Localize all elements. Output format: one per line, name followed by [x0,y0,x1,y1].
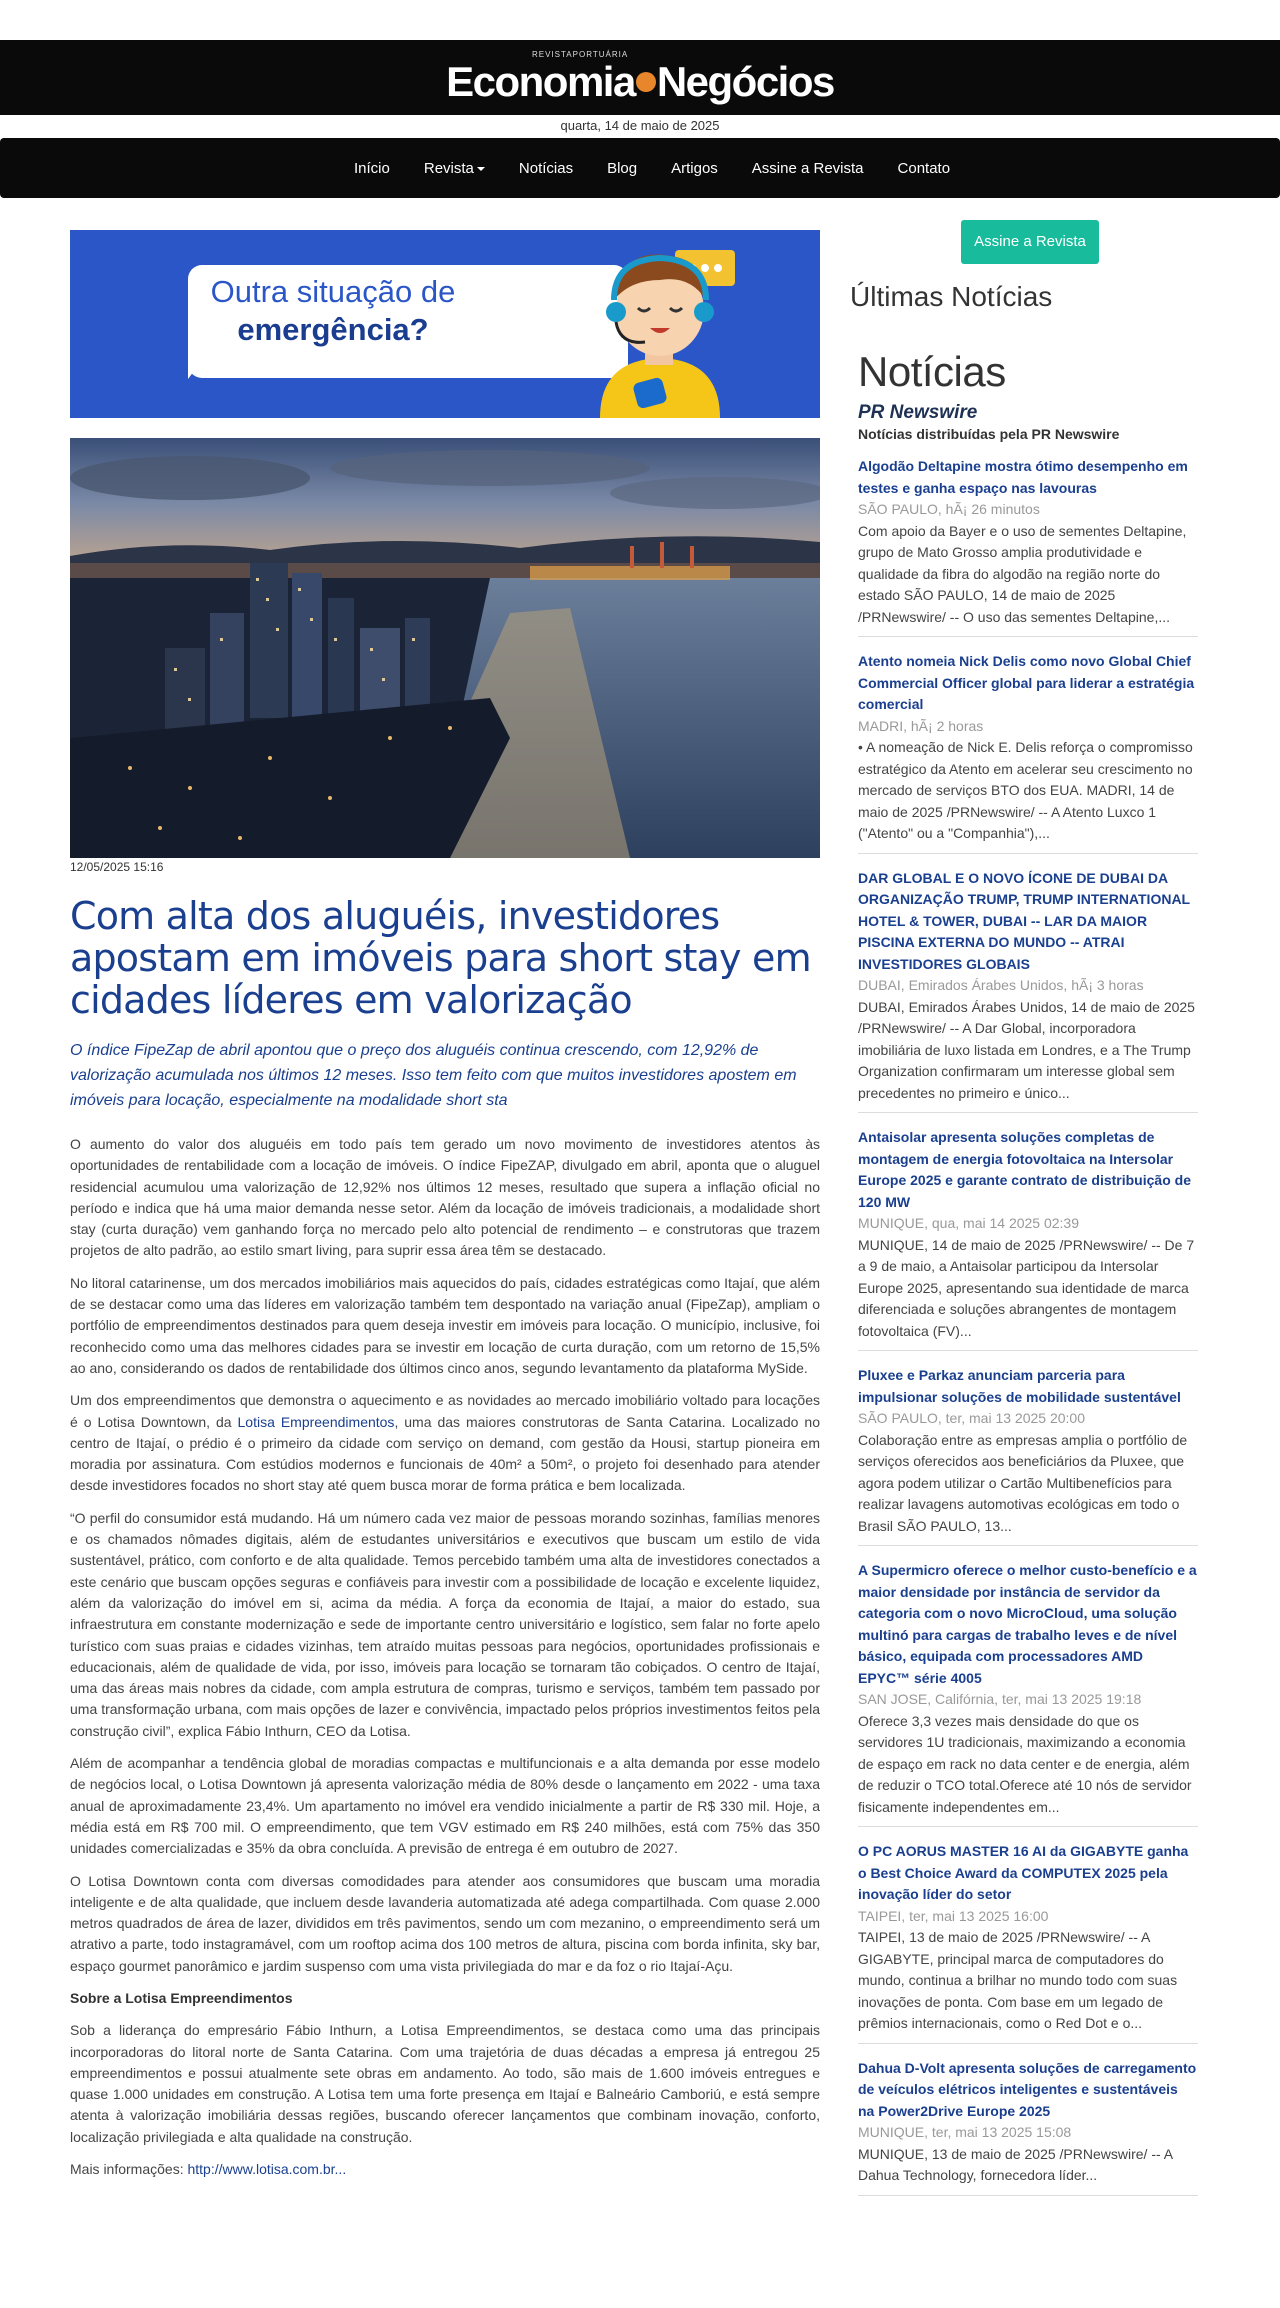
news-item-title[interactable]: Algodão Deltapine mostra ótimo desempenho em testes e ganha espaço nas lavouras [858,458,1188,496]
paragraph-text: , uma das maiores construtoras de Santa Catarina. Localizado no centro de Itajaí, o prédio é o primeiro da cidade com serviço on demand, com gestão da Housi, startup pioneira em moradia por assinatura. Com estúdios modernos e funcionais de 40m² a 50m², o projeto foi desenhado para atender desde investidores focados no short stay até quem busca morar de forma prática e bem localizada. [70,1413,820,1494]
news-item [858,651,1198,854]
support-agent-illustration [520,230,820,418]
article-paragraph [70,1390,820,1496]
more-info-label: Mais informações: [70,2161,188,2178]
article-subtitle: O índice FipeZap de abril apontou que o preço dos aluguéis continua crescendo, com 12,92% de valorização acumulada nos últimos 12 meses. Isso tem feito com que muitos investidores apostem em imóveis para locação, especialmente na modalidade short sta [70,1042,797,1109]
article-paragraph: “O perfil do consumidor está mudando. Há um número cada vez maior de pessoas morando sozinhas, famílias menores e os chamados nômades digitais, além de estudantes universitários e executivos que buscam um estilo de vida sustentável, prático, com conforto e de alta qualidade. Temos percebido também uma alta de investidores conectados a este cenário que buscam opções seguras e confiáveis para investir com a possibilidade de locação e excelente liquidez, além da valorização do imóvel em si, acima da média. A força da economia de Itajaí, a maior do estado, sua infraestrutura em constante modernização e sede de importante centro universitário e logístico, sem falar no forte apelo turístico com suas praias e cidades vizinhas, tem atraído muitas pessoas para negócios, oportunidades profissionais e educacionais, além de qualidade de vida, por isso, imóveis para locação se tornaram tão cobiçados. O centro de Itajaí, uma das áreas mais nobres da cidade, com ampla estrutura de compras, turismo e serviços, também tem passado por uma transformação urbana, com mais opções de lazer e convivência, impactado pelos próprios investimentos feitos pela construção civil”, explica Fábio Inthurn, CEO da Lotisa. [70,1509,820,1739]
logo-word-economia: Economia [446,58,635,105]
nav-assine[interactable]: Assine a Revista [751,159,864,177]
article-paragraph: Além de acompanhar a tendência global de moradias compactas e multifuncionais e a alta demanda por esse modelo de negócios local, o Lotisa Downtown já apresenta valorização média de 80% desde o lançamento em 2022 - uma taxa anual de aproximadamente 23,4%. Um apartamento no imóvel era vendido inicialmente a partir de R$ 330 mil. Hoje, a média está em R$ 700 mil. O empreendimento, que tem VGV estimado em R$ 240 milhões, está com 75% das 350 unidades comercializadas e 35% da obra concluída. A previsão de entrega é em outubro de 2027. [70,1755,820,1857]
news-item-title[interactable]: O PC AORUS MASTER 16 AI da GIGABYTE ganha o Best Choice Award da COMPUTEX 2025 pela inovação líder do setor [858,1843,1189,1902]
nav-contato[interactable]: Contato [897,159,951,177]
lotisa-link[interactable]: Lotisa Empreendimentos [237,1413,395,1430]
news-item-summary: Com apoio da Bayer e o uso de sementes Deltapine, grupo de Mato Grosso amplia produtividade e qualidade da fibra do algodão na região norte do estado SÃO PAULO, 14 de maio de 2025 /PRNewswire/ -- O uso das sementes Deltapine,... [858,522,1187,625]
news-item [858,1560,1198,1827]
news-item-title[interactable]: Atento nomeia Nick Delis como novo Global Chief Commercial Officer global para liderar a estratégia comercial [858,653,1195,712]
news-item-meta: MUNIQUE, qua, mai 14 2025 02:39 [858,1215,1080,1231]
logo-dot-icon [636,72,656,92]
news-item-title[interactable]: Dahua D-Volt apresenta soluções de carregamento de veículos elétricos inteligentes e sustentáveis na Power2Drive Europe 2025 [858,2059,1197,2119]
nav-revista[interactable] [424,160,485,177]
nav-revista-label: Revista [423,159,474,177]
pr-newswire-logo: PR Newswire [858,402,978,423]
news-item-title[interactable]: DAR GLOBAL E O NOVO ÍCONE DE DUBAI DA ORGANIZAÇÃO TRUMP, TRUMP INTERNATIONAL HOTEL & TOWER, DUBAI -- LAR DA MAIOR PISCINA EXTERNA DO MUNDO -- ATRAI INVESTIDORES GLOBAIS [858,869,1190,972]
article-paragraph: No litoral catarinense, um dos mercados imobiliários mais aquecidos do país, cidades estratégicas como Itajaí, que além de se destacar como uma das líderes em valorização também tem despontado na variação anual (FipeZap), ampliam o portfólio de empreendimentos destinados para quem deseja investir em imóveis para locação. O município, inclusive, foi reconhecido como uma das melhores cidades para se investir em locação de curta duração, com um retorno de 15,5% ao ano, considerando os dados de rentabilidade dos últimos cinco anos, segundo levantamento da plataforma MySide. [70,1274,820,1376]
news-item-summary: MUNIQUE, 13 de maio de 2025 /PRNewswire/ -- A Dahua Technology, fornecedora líder... [858,2145,1173,2183]
article-title: Com alta dos aluguéis, investidores apostam em imóveis para short stay em cidades líderes em valorização [70,894,811,1022]
paragraph-text: Um dos empreendimentos que demonstra o aquecimento e as novidades ao mercado imobiliário voltado para locações é o Lotisa Downtown, da [70,1392,820,1430]
photo-timestamp: 12/05/2025 15:16 [70,860,164,874]
news-item-summary: Colaboração entre as empresas amplia o portfólio de serviços oferecidos aos beneficiários da Pluxee, que agora podem utilizar o Cartão Multibenefícios para realizar lavagens automotivas ecológicas em todo o Brasil SÃO PAULO, 13... [858,1431,1188,1534]
news-item-summary: Oferece 3,3 vezes mais densidade do que os servidores 1U tradicionais, maximizando a economia de espaço em rack no data center e de energia, além de reduzir o TCO total.Oferece até 10 nós de servidor fisicamente independentes em... [858,1712,1192,1815]
news-item-title[interactable]: Antaisolar apresenta soluções completas de montagem de energia fotovoltaica na Intersolar Europe 2025 e garante contrato de distribuição de 120 MW [858,1129,1191,1210]
news-item-summary: TAIPEI, 13 de maio de 2025 /PRNewswire/ -- A GIGABYTE, principal marca de computadores do mundo, continua a brilhar no mundo todo com suas inovações de ponta. Com base em um legado de prêmios internacionais, como o Red Dot e o... [858,1929,1178,2031]
logo-word-negocios: Negócios [656,58,834,105]
nav-inicio[interactable]: Início [354,159,390,177]
banner-line-1: Outra situação de [210,274,456,309]
news-heading: Notícias [858,348,1006,395]
article-paragraph: O Lotisa Downtown conta com diversas comodidades para atender aos consumidores que buscam uma moradia inteligente e de alta qualidade, que incluem desde lavanderia automatizada até adega compartilhada. Com quase 2.000 metros quadrados de área de lazer, divididos em três pavimentos, sendo um com mezanino, o empreendimento será um atrativo a parte, todo instagramável, com um rooftop acima dos 100 metros de altura, piscina com borda infinita, sky bar, espaço gourmet panorâmico e jardim suspenso com uma vista privilegiada do mar e da foz o rio Itajaí-Açu. [70,1872,820,1974]
article-body [70,1134,820,2191]
nav-artigos[interactable]: Artigos [671,159,718,177]
news-item-meta: SAN JOSE, Califórnia, ter, mai 13 2025 19:18 [858,1691,1142,1707]
news-item [858,1127,1198,1351]
site-logo[interactable] [0,40,1280,115]
news-item-meta: MUNIQUE, ter, mai 13 2025 15:08 [858,2124,1072,2140]
latest-news-heading: Últimas Notícias [850,281,1053,312]
news-item [858,1365,1198,1546]
news-item-title[interactable]: A Supermicro oferece o melhor custo-benefício e a maior densidade por instância de servidor da categoria com o novo MicroCloud, uma solução multinó para cargas de trabalho leves e de nível básico, equipada com processadores AMD EPYC™ série 4005 [858,1562,1197,1686]
news-item-summary: • A nomeação de Nick E. Delis reforça o compromisso estratégico da Atento em acelerar seu crescimento no mercado de serviços BTO dos EUA. MADRI, 14 de maio de 2025 /PRNewswire/ -- A Atento Luxco 1 ("Atento" ou a "Companhia"),... [858,739,1193,841]
ad-banner[interactable] [70,230,820,418]
news-item [858,1841,1198,2044]
news-item-summary: DUBAI, Emirados Árabes Unidos, 14 de maio de 2025 /PRNewswire/ -- A Dar Global, incorporadora imobiliária de luxo listada em Londres, e a The Trump Organization confirmaram um interesse global sem precedentes no primeiro e único... [858,998,1195,1101]
nav-blog[interactable]: Blog [607,159,638,177]
subscribe-button[interactable]: Assine a Revista [961,220,1099,264]
news-item-summary: MUNIQUE, 14 de maio de 2025 /PRNewswire/ -- De 7 a 9 de maio, a Antaisolar participou da Intersolar Europe 2025, apresentando sua identidade de marca diferenciada e soluções abrangentes de montagem fotovoltaica (FV)... [858,1236,1195,1339]
news-item [858,2058,1198,2196]
main-nav [0,138,1280,198]
speech-bubble-tail [188,355,206,379]
news-item-meta: SÃO PAULO, ter, mai 13 2025 20:00 [858,1410,1085,1426]
news-item [858,456,1198,637]
more-info [70,2159,820,2180]
city-night-photo [70,438,820,858]
banner-line-2: emergência? [237,312,429,347]
news-item [858,868,1198,1114]
news-item-meta: SÃO PAULO, hÃ¡ 26 minutos [858,501,1040,517]
about-heading: Sobre a Lotisa Empreendimentos [70,1989,293,2006]
site-header [0,40,1280,115]
news-item-meta: TAIPEI, ter, mai 13 2025 16:00 [858,1907,1049,1924]
news-widget [858,348,1198,2308]
lotisa-website-link[interactable]: http://www.lotisa.com.br... [187,2161,347,2178]
news-item-meta: MADRI, hÃ¡ 2 horas [858,717,984,734]
logo-tagline: REVISTAPORTUÁRIA [532,50,629,59]
caret-down-icon [477,167,485,171]
article-paragraph: Sob a liderança do empresário Fábio Inthurn, a Lotisa Empreendimentos, se destaca como uma das principais incorporadoras do litoral norte de Santa Catarina. Com uma trajetória de duas décadas a empresa já entregou 25 empreendimentos e possui atualmente sete obras em andamento. Ao todo, são mais de 1.600 imóveis entregues e quase 1.000 unidades em construção. A Lotisa tem uma forte presença em Itajaí e Balneário Camboriú, e está sempre atenta à valorização imobiliária dessas regiões, buscando oferecer lançamentos que combinam inovação, conforto, localização privilegiada e alta qualidade na construção. [70,2022,820,2145]
article-paragraph: O aumento do valor dos aluguéis em todo país tem gerado um novo movimento de investidores atentos às oportunidades de rentabilidade com a locação de imóveis. O índice FipeZAP, divulgado em abril, aponta que o aluguel residencial acumulou uma valorização de 12,92% nos últimos 12 meses, resultado que supera a inflação oficial no período e indica que há uma maior demanda nesse setor. Além da locação de imóveis tradicionais, a modalidade short stay (curta duração) vem ganhando força no mercado pelo alto potencial de rendimento – e construtoras que trazem projetos de alto padrão, ao estilo smart living, para suprir essa área têm se destacado. [70,1136,820,1259]
current-date: quarta, 14 de maio de 2025 [560,118,720,133]
news-item-title[interactable]: Pluxee e Parkaz anunciam parceria para impulsionar soluções de mobilidade sustentável [858,1367,1181,1405]
provider-caption: Notícias distribuídas pela PR Newswire [858,426,1120,442]
article-photo [70,438,820,858]
nav-noticias[interactable]: Notícias [518,159,574,177]
news-item-meta: DUBAI, Emirados Árabes Unidos, hÃ¡ 3 horas [858,977,1144,993]
